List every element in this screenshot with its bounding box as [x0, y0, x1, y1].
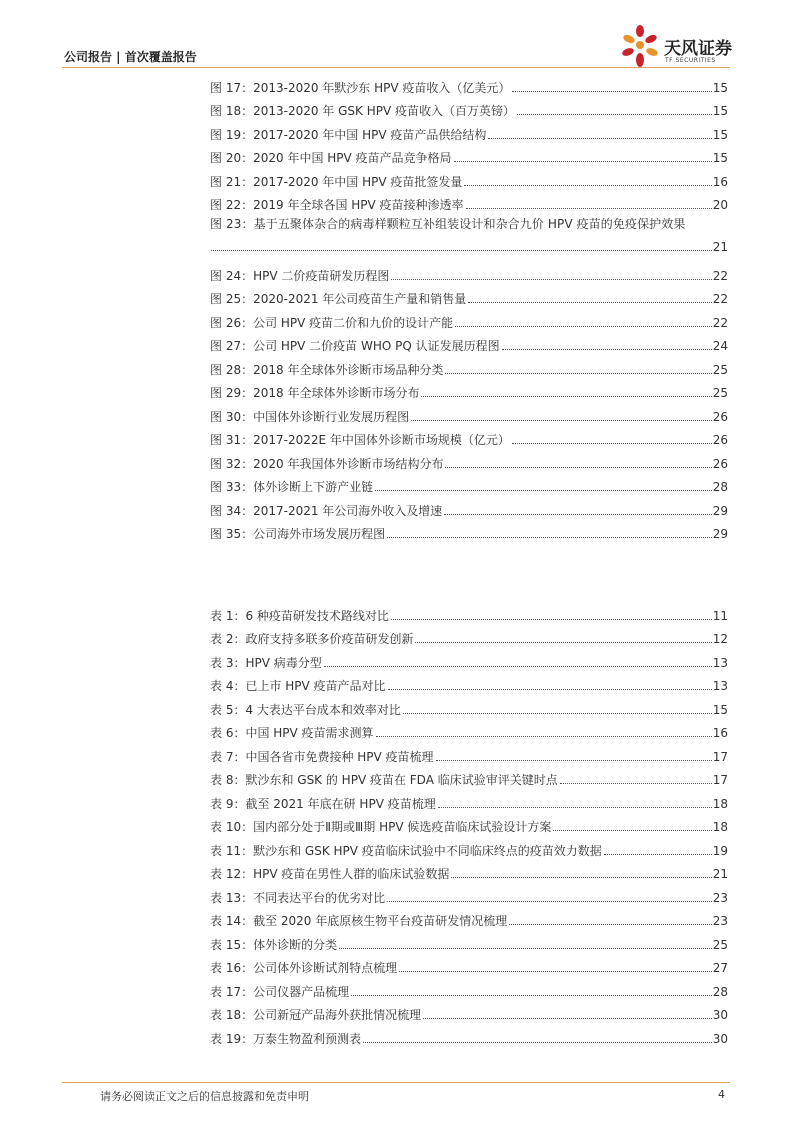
figure-entry[interactable]: 图 29：2018 年全球体外诊断市场分布 25	[210, 386, 728, 400]
company-logo	[620, 24, 740, 70]
table-entry[interactable]: 表 5：4 大表达平台成本和效率对比 15	[210, 702, 728, 717]
figure-entry[interactable]: 图 35：公司海外市场发展历程图 29	[210, 527, 728, 541]
logo-subtitle: TF SECURITIES	[665, 57, 716, 64]
logo-name: 天风证券	[664, 39, 732, 59]
table-entry[interactable]: 表 15：体外诊断的分类 25	[210, 937, 728, 952]
figure-entry[interactable]: 图 27：公司 HPV 二价疫苗 WHO PQ 认证发展历程图 24	[210, 339, 728, 353]
figure-entry[interactable]: 图 33：体外诊断上下游产业链 28	[210, 480, 728, 494]
table-entry[interactable]: 表 19：万泰生物盈利预测表 30	[210, 1031, 728, 1046]
figure-entry[interactable]: 图 17：2013-2020 年默沙东 HPV 疫苗收入（亿美元） 15	[210, 80, 728, 95]
table-entry[interactable]: 表 16：公司体外诊断试剂特点梳理 27	[210, 961, 728, 975]
figure-entry[interactable]: 图 34：2017-2021 年公司海外收入及增速 29	[210, 503, 728, 518]
figure-entry[interactable]: 图 21：2017-2020 年中国 HPV 疫苗批签发量 16	[210, 174, 728, 189]
header-divider	[62, 67, 730, 68]
figure-entry[interactable]: 图 19：2017-2020 年中国 HPV 疫苗产品供给结构 15	[210, 127, 728, 142]
table-entry[interactable]: 表 10：国内部分处于Ⅱ期或Ⅲ期 HPV 候选疫苗临床试验设计方案 18	[210, 820, 728, 834]
figure-entry[interactable]: 图 24：HPV 二价疫苗研发历程图 22	[210, 268, 728, 283]
page-number: 4	[718, 1088, 725, 1101]
table-entry[interactable]: 表 4：已上市 HPV 疫苗产品对比 13	[210, 679, 728, 693]
table-entry[interactable]: 表 3：HPV 病毒分型 13	[210, 655, 728, 670]
table-entry[interactable]: 表 2：政府支持多联多价疫苗研发创新 12	[210, 632, 728, 646]
footer-disclaimer: 请务必阅读正文之后的信息披露和免责申明	[100, 1090, 309, 1103]
table-entry[interactable]: 表 14：截至 2020 年底原核生物平台疫苗研发情况梳理 23	[210, 914, 728, 928]
figure-entry[interactable]: 图 23：基于五聚体杂合的病毒样颗粒互补组装设计和杂合九价 HPV 疫苗的免疫保护效果 21	[210, 217, 728, 254]
figure-entry[interactable]: 图 26：公司 HPV 疫苗二价和九价的设计产能 22	[210, 315, 728, 330]
table-entry[interactable]: 表 11：默沙东和 GSK HPV 疫苗临床试验中不同临床终点的疫苗效力数据 19	[210, 843, 728, 858]
table-entry[interactable]: 表 7：中国各省市免费接种 HPV 疫苗梳理 17	[210, 749, 728, 764]
figure-entry[interactable]: 图 30：中国体外诊断行业发展历程图 26	[210, 409, 728, 424]
table-entry[interactable]: 表 13：不同表达平台的优劣对比 23	[210, 890, 728, 905]
table-entry[interactable]: 表 9：截至 2021 年底在研 HPV 疫苗梳理 18	[210, 796, 728, 811]
figure-entry[interactable]: 图 32：2020 年我国体外诊断市场结构分布 26	[210, 456, 728, 471]
table-entry[interactable]: 表 1：6 种疫苗研发技术路线对比 11	[210, 608, 728, 623]
report-type-label: 公司报告 | 首次覆盖报告	[64, 50, 197, 64]
figure-entry[interactable]: 图 28：2018 年全球体外诊断市场品种分类 25	[210, 362, 728, 377]
figure-entry[interactable]: 图 22：2019 年全球各国 HPV 疫苗接种渗透率 20	[210, 198, 728, 212]
table-entry[interactable]: 表 6：中国 HPV 疫苗需求测算 16	[210, 726, 728, 740]
figure-entry[interactable]: 图 31：2017-2022E 年中国体外诊断市场规模（亿元） 26	[210, 433, 728, 447]
table-list	[210, 600, 728, 1047]
flower-logo-icon	[620, 24, 660, 70]
figure-entry[interactable]: 图 25：2020-2021 年公司疫苗生产量和销售量 22	[210, 292, 728, 306]
figure-list	[210, 72, 728, 542]
figure-entry[interactable]: 图 20：2020 年中国 HPV 疫苗产品竞争格局 15	[210, 151, 728, 165]
figure-entry[interactable]: 图 18：2013-2020 年 GSK HPV 疫苗收入（百万英镑） 15	[210, 104, 728, 118]
table-entry[interactable]: 表 17：公司仪器产品梳理 28	[210, 984, 728, 999]
table-entry[interactable]: 表 12：HPV 疫苗在男性人群的临床试验数据 21	[210, 867, 728, 881]
table-entry[interactable]: 表 18：公司新冠产品海外获批情况梳理 30	[210, 1008, 728, 1022]
footer-divider	[62, 1082, 730, 1083]
table-entry[interactable]: 表 8：默沙东和 GSK 的 HPV 疫苗在 FDA 临床试验审评关键时点 17	[210, 773, 728, 787]
